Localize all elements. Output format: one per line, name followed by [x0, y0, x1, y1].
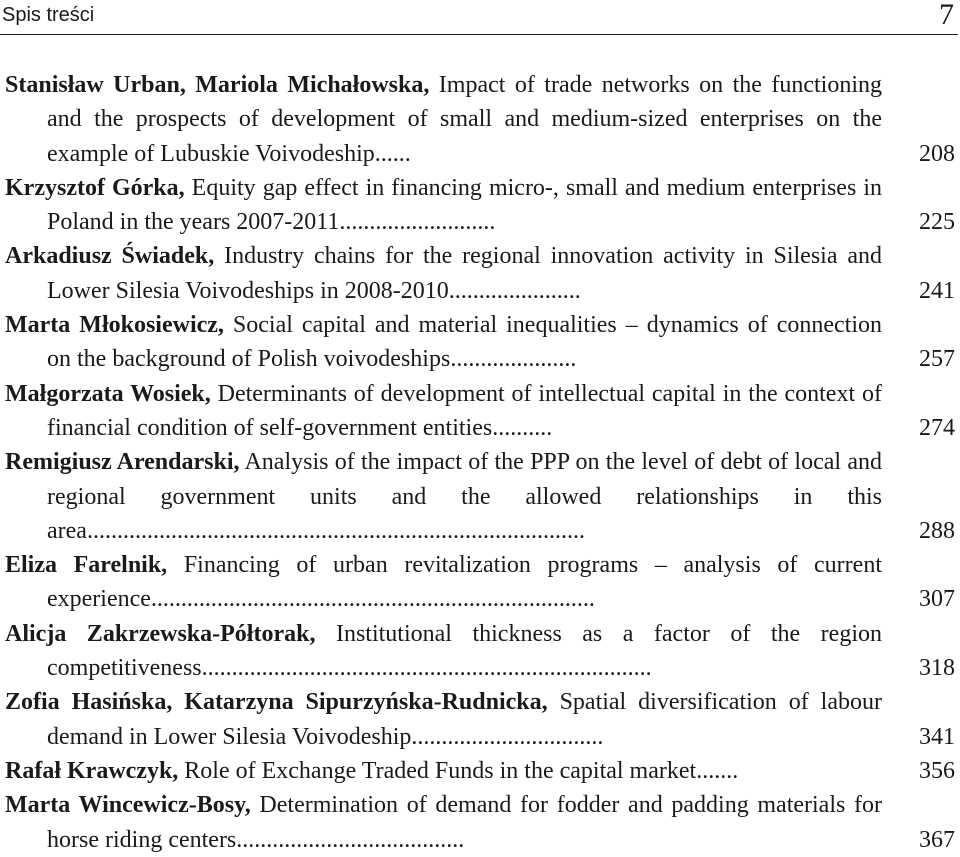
toc-entry-text — [5, 788, 882, 857]
toc-entry-title: Impact of trade networks on the functioning and the prospects of development of small and medium-sized enterprises on the example of Lubuskie Voivodeship — [47, 72, 882, 167]
toc-entry-text — [5, 377, 882, 446]
toc-entry-title: Determination of demand for fodder and padding materials for horse riding centers — [47, 792, 882, 853]
toc-entry-author: Arkadiusz Świadek, — [5, 243, 215, 270]
toc-leader-dots: ................................................................................... — [86, 517, 585, 544]
toc-entry — [5, 377, 955, 446]
running-header-page-number: 7 — [939, 0, 954, 31]
toc-entry — [5, 548, 955, 617]
toc-entry-author: Remigiusz Arendarski, — [5, 449, 240, 476]
toc-entry-page: 341 — [919, 723, 955, 750]
toc-entry-page: 356 — [919, 757, 955, 784]
toc-entry-text — [5, 239, 882, 308]
toc-entry-text — [5, 445, 882, 548]
toc-entry-title: Spatial diversification of labour demand in Lower Silesia Voivodeship — [47, 689, 882, 750]
toc-leader-dots: ..................... — [450, 346, 577, 373]
toc-entry-page: 274 — [919, 414, 955, 441]
toc-entry — [5, 754, 955, 788]
toc-leader-dots: ........................................................................... — [201, 655, 652, 682]
page-header — [0, 0, 958, 35]
toc-entry-page: 225 — [919, 209, 955, 236]
toc-entry-author: Krzysztof Górka, — [5, 174, 185, 201]
running-header-title: Spis treści — [2, 4, 95, 26]
toc-entry-author: Alicja Zakrzewska-Półtorak, — [5, 620, 316, 647]
toc-entry-page: 288 — [919, 517, 955, 544]
toc-leader-dots: .......................... — [339, 209, 496, 236]
toc-entry-author: Marta Młokosiewicz, — [5, 312, 224, 339]
toc-leader-dots: .......................................................................... — [150, 586, 595, 613]
toc-entry-text — [5, 308, 882, 377]
toc-entry-title: Institutional thickness as a factor of the region competitiveness — [47, 620, 882, 682]
toc-entry-title: Financing of urban revitalization programs – analysis of current experience — [47, 552, 882, 613]
toc-entry-title: Industry chains for the regional innovation activity in Silesia and Lower Silesia Voivodeships in 2008-2010 — [47, 243, 882, 304]
toc-entry-author: Zofia Hasińska, Katarzyna Sipurzyńska-Rudnicka, — [5, 689, 548, 716]
toc-entry-title: Analysis of the impact of the PPP on the level of debt of local and regional government units and the allowed relationships in this area — [47, 449, 882, 544]
toc-entry-page: 208 — [919, 140, 955, 167]
toc-entry-text — [5, 617, 882, 686]
toc-entry-page: 307 — [919, 586, 955, 613]
toc-entry-author: Marta Wincewicz-Bosy, — [5, 792, 251, 819]
toc-entry-text — [5, 171, 882, 240]
toc-entry-page: 241 — [919, 277, 955, 304]
toc-entry — [5, 171, 955, 240]
toc-entry-author: Stanisław Urban, Mariola Michałowska, — [5, 72, 430, 98]
toc-entry-text — [5, 68, 882, 171]
toc-entry — [5, 788, 955, 857]
toc-entry — [5, 445, 955, 548]
toc-entry-author: Małgorzata Wosiek, — [5, 380, 211, 407]
toc-entry — [5, 68, 955, 171]
toc-leader-dots: ................................ — [411, 723, 604, 750]
toc-entry-page: 367 — [919, 826, 955, 853]
toc-leader-dots: .......... — [492, 414, 553, 441]
toc-entry — [5, 617, 955, 686]
toc-entry-text — [5, 548, 882, 617]
toc-entry — [5, 239, 955, 308]
toc-leader-dots: ...................................... — [236, 826, 465, 853]
toc-leader-dots: ...... — [374, 140, 411, 167]
toc-entry-page: 318 — [919, 655, 955, 682]
toc-leader-dots: ....... — [696, 757, 739, 784]
toc-entry-text — [5, 754, 882, 788]
toc-entry-author: Rafał Krawczyk, — [5, 757, 179, 784]
table-of-contents — [5, 68, 955, 857]
toc-leader-dots: ...................... — [448, 277, 581, 304]
toc-entry — [5, 685, 955, 754]
toc-entry-title: Social capital and material inequalities – dynamics of connection on the background of Polish voivodeships — [47, 312, 883, 373]
toc-entry — [5, 308, 955, 377]
toc-entry-text — [5, 685, 882, 754]
toc-entry-title: Role of Exchange Traded Funds in the capital market — [178, 757, 697, 784]
toc-entry-title: Equity gap effect in financing micro-, small and medium enterprises in Poland in the years 2007-2011 — [47, 174, 882, 236]
toc-entry-page: 257 — [919, 346, 955, 373]
toc-entry-title: Determinants of development of intellectual capital in the context of financial condition of self-government entities — [47, 380, 882, 441]
toc-entry-author: Eliza Farelnik, — [5, 552, 168, 579]
